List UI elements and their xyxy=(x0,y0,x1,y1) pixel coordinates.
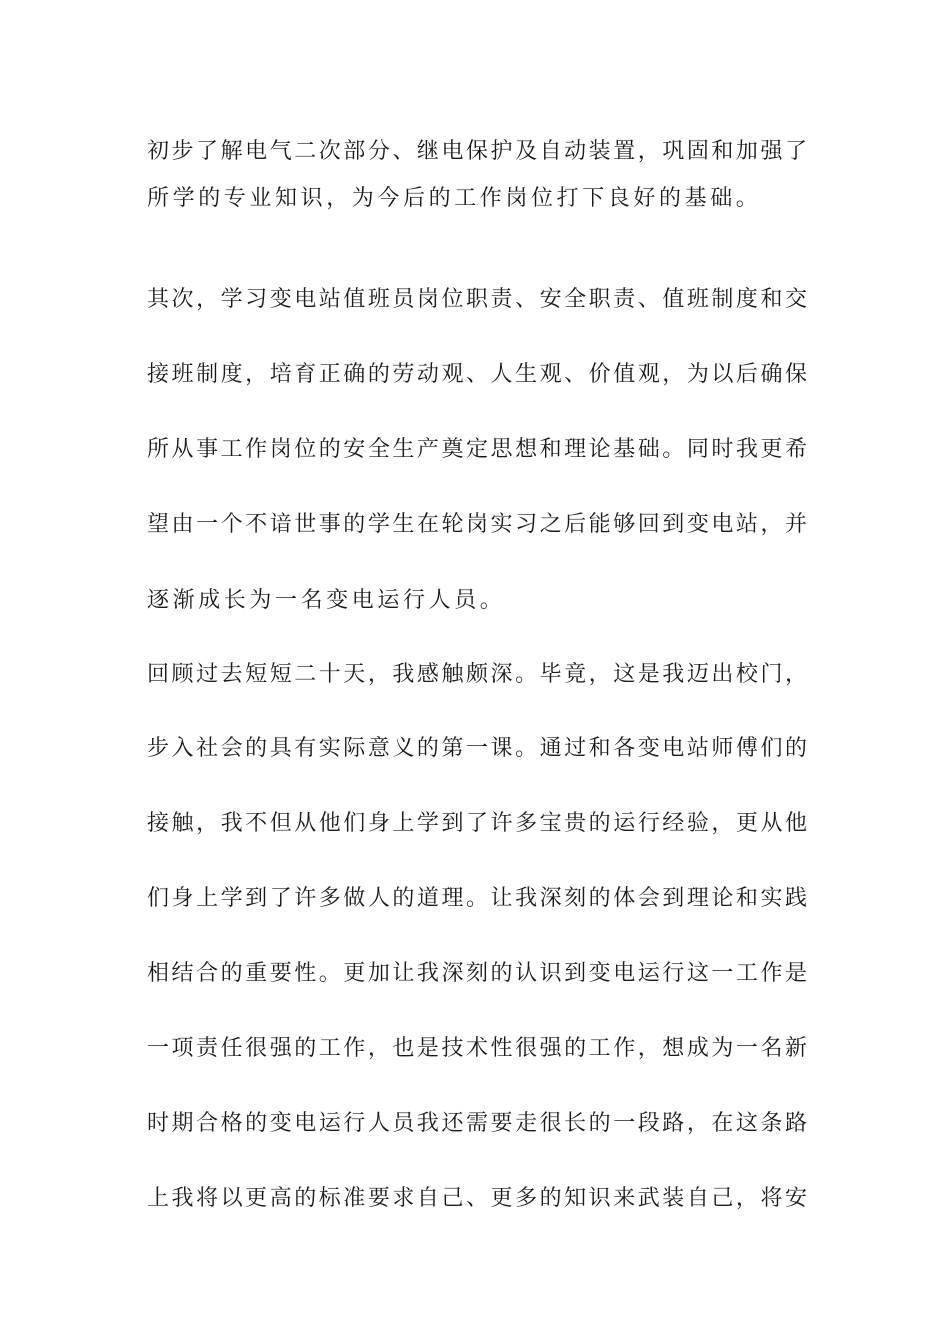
text-line-8: 回顾过去短短二十天，我感触颇深。毕竟，这是我迈出校门， xyxy=(147,662,807,687)
text-line-15: 上我将以更高的标准要求自己、更多的知识来武装自己，将安 xyxy=(147,1186,807,1211)
text-line-13: 一项责任很强的工作，也是技术性很强的工作，想成为一名新 xyxy=(147,1036,807,1061)
text-line-3: 其次，学习变电站值班员岗位职责、安全职责、值班制度和交 xyxy=(147,287,807,312)
text-line-4: 接班制度，培育正确的劳动观、人生观、价值观，为以后确保 xyxy=(147,362,807,387)
text-line-1: 初步了解电气二次部分、继电保护及自动装置，巩固和加强了 xyxy=(147,139,807,164)
text-line-9: 步入社会的具有实际意义的第一课。通过和各变电站师傅们的 xyxy=(147,736,807,761)
text-line-2: 所学的专业知识，为今后的工作岗位打下良好的基础。 xyxy=(147,186,762,211)
text-line-11: 们身上学到了许多做人的道理。让我深刻的体会到理论和实践 xyxy=(147,886,807,911)
text-line-10: 接触，我不但从他们身上学到了许多宝贵的运行经验，更从他 xyxy=(147,811,807,836)
text-line-5: 所从事工作岗位的安全生产奠定思想和理论基础。同时我更希 xyxy=(147,437,807,462)
text-line-6: 望由一个不谙世事的学生在轮岗实习之后能够回到变电站，并 xyxy=(147,512,807,537)
text-line-7: 逐渐成长为一名变电运行人员。 xyxy=(147,588,506,613)
text-line-12: 相结合的重要性。更加让我深刻的认识到变电运行这一工作是 xyxy=(147,961,807,986)
text-line-14: 时期合格的变电运行人员我还需要走很长的一段路，在这条路 xyxy=(147,1111,807,1136)
